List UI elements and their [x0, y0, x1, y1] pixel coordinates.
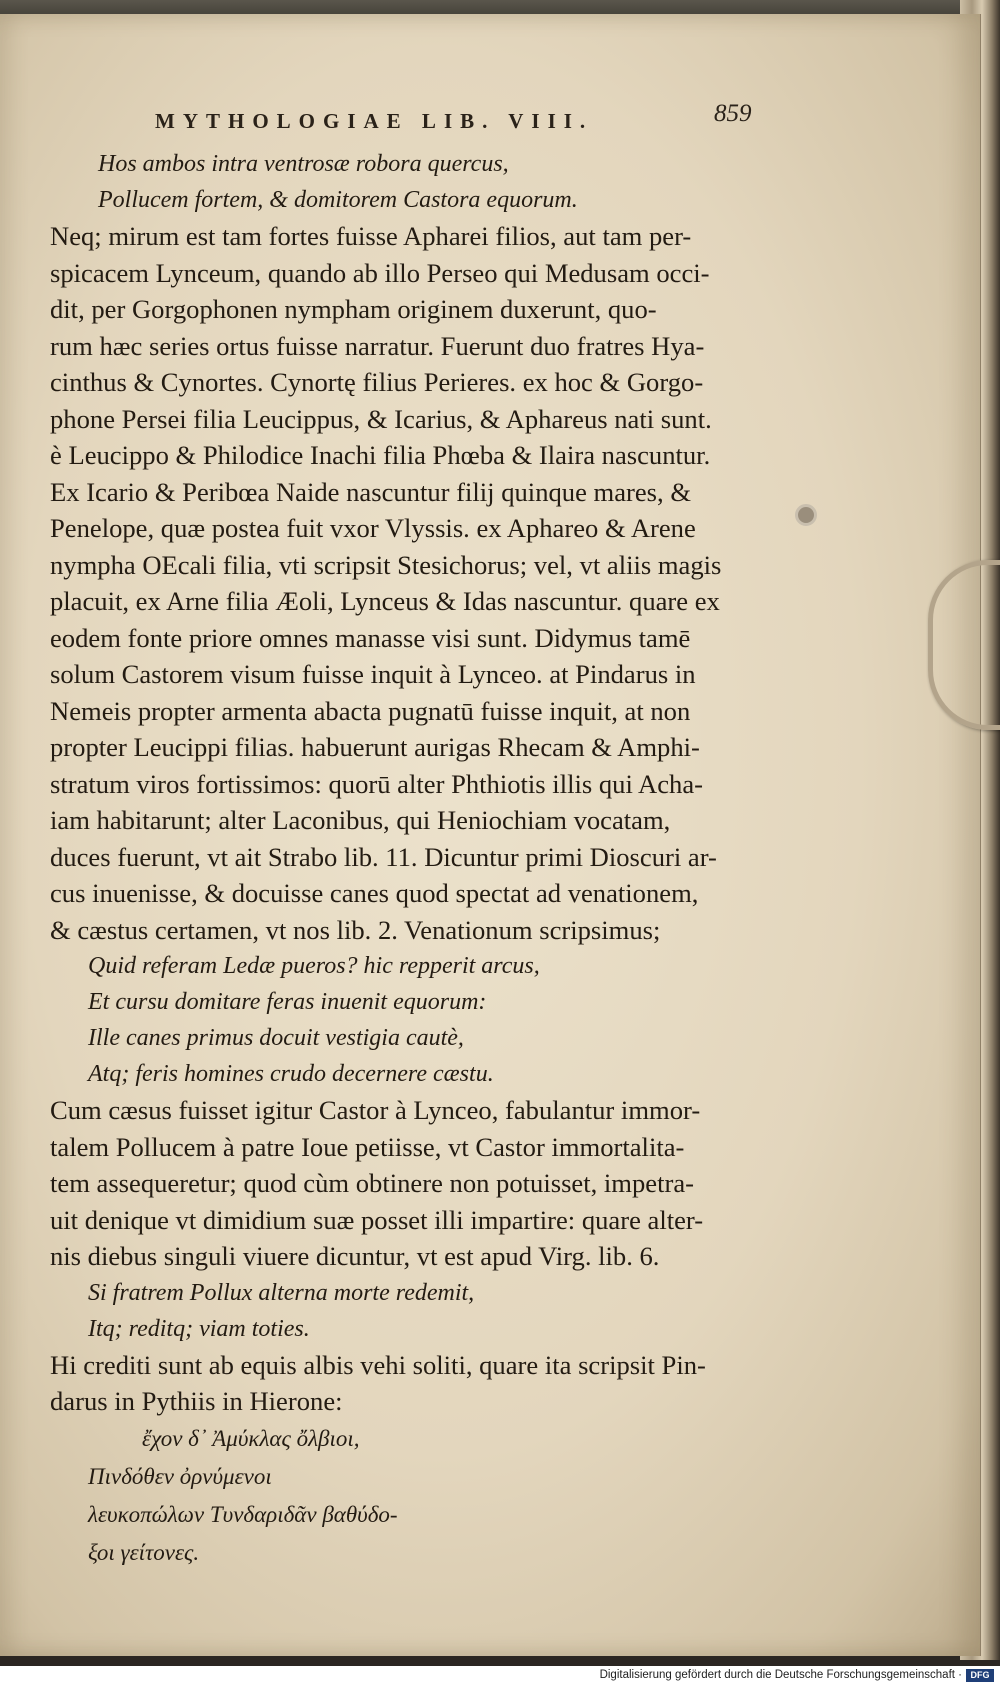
page-body — [50, 146, 766, 1572]
text-line: phone Persei filia Leucippus, & Icarius, & Aphareus nati sunt. — [50, 403, 712, 434]
paragraph-1 — [50, 218, 766, 948]
greek-line: ἔχον δ᾽ Ἀμύκλας ὄλβιοι, — [142, 1425, 360, 1451]
verse-block-3 — [50, 1275, 766, 1347]
text-line: iam habitarunt; alter Laconibus, qui Heniochiam vocatam, — [50, 805, 671, 835]
text-line: Ex Icario & Peribœa Naide nascuntur filij quinque mares, & — [50, 476, 692, 507]
running-head: MYTHOLOGIAE LIB. VIII. — [155, 109, 594, 133]
page-clip — [928, 560, 1000, 730]
text-line: darus in Pythiis in Hierone: — [50, 1386, 343, 1416]
text-line: Penelope, quæ postea fuit vxor Vlyssis. ex Aphareo & Arene — [50, 513, 696, 543]
text-line: rum hæc series ortus fuisse narratur. Fuerunt duo fratres Hya- — [50, 330, 705, 361]
digitization-credit: Digitalisierung gefördert durch die Deutsche Forschungsgemeinschaft · — [599, 1669, 962, 1681]
book-page — [0, 14, 981, 1656]
text-line: uit denique vt dimidium suæ posset illi impartire: quare alter- — [50, 1204, 704, 1235]
text-line: nympha OEcali filia, vti scripsit Stesichorus; vel, vt aliis magis — [50, 549, 722, 580]
text-line: Neq; mirum est tam fortes fuisse Apharei filios, aut tam per- — [50, 221, 692, 251]
verse-block-1 — [50, 146, 766, 218]
text-line: & cæstus certamen, vt nos lib. 2. Venationum scripsimus; — [50, 914, 661, 945]
text-line: Nemeis propter armenta abacta pugnatū fuisse inquit, at non — [50, 695, 691, 726]
text-line: placuit, ex Arne filia Æoli, Lynceus & Idas nascuntur. quare ex — [50, 586, 720, 616]
dfg-logo: DFG — [966, 1669, 994, 1682]
text-line: è Leucippo & Philodice Inachi filia Phœba & Ilaira nascuntur. — [50, 440, 711, 470]
text-line: Cum cæsus fuisset igitur Castor à Lynceo, fabulantur immor- — [50, 1095, 701, 1125]
text-line: eodem fonte priore omnes manasse visi sunt. Didymus tamē — [50, 622, 691, 653]
greek-line: Πινδόθεν ὀρνύμενοι — [88, 1463, 272, 1489]
digitization-footer — [0, 1666, 1000, 1685]
verse-line: Ille canes primus docuit vestigia cautè, — [88, 1025, 464, 1051]
text-line: talem Pollucem à patre Ioue petiisse, vt Castor immortalita- — [50, 1131, 685, 1162]
binding-hole — [795, 504, 817, 526]
text-line: nis diebus singuli viuere dicuntur, vt est apud Virg. lib. 6. — [50, 1241, 660, 1271]
verse-line: Quid referam Ledæ pueros? hic repperit arcus, — [88, 953, 540, 979]
page-number: 859 — [714, 100, 752, 127]
verse-line: Itq; reditq; viam toties. — [88, 1315, 310, 1342]
text-line: propter Leucippi filias. habuerunt aurigas Rhecam & Amphi- — [50, 732, 700, 762]
text-line: solum Castorem visum fuisse inquit à Lynceo. at Pindarus in — [50, 659, 696, 689]
verse-line: Hos ambos intra ventrosæ robora quercus, — [98, 151, 509, 177]
paragraph-2 — [50, 1092, 766, 1275]
text-line: duces fuerunt, vt ait Strabo lib. 11. Dicuntur primi Dioscuri ar- — [50, 841, 717, 872]
verse-block-2 — [50, 948, 766, 1092]
text-line: spicacem Lynceum, quando ab illo Perseo qui Medusam occi- — [50, 257, 710, 288]
verse-line: Si fratrem Pollux alterna morte redemit, — [88, 1279, 475, 1306]
greek-line: λευκοπώλων Τυνδαριδᾶν βαθύδο- — [88, 1501, 398, 1527]
verse-line: Et cursu domitare feras inuenit equorum: — [88, 989, 487, 1015]
paragraph-3 — [50, 1347, 766, 1420]
verse-line: Pollucem fortem, & domitorem Castora equorum. — [98, 187, 578, 213]
text-line: Hi crediti sunt ab equis albis vehi soliti, quare ita scripsit Pin- — [50, 1349, 706, 1380]
text-line: cus inuenisse, & docuisse canes quod spectat ad venationem, — [50, 878, 699, 908]
text-line: stratum viros fortissimos: quorū alter Phthiotis illis qui Acha- — [50, 768, 703, 799]
greek-quotation — [50, 1420, 766, 1572]
text-line: tem assequeretur; quod cùm obtinere non potuisset, impetra- — [50, 1168, 694, 1198]
text-line: cinthus & Cynortes. Cynortę filius Perieres. ex hoc & Gorgo- — [50, 367, 704, 397]
greek-line: ξοι γείτονες. — [88, 1539, 200, 1565]
text-line: dit, per Gorgophonen nympham originem duxerunt, quo- — [50, 294, 657, 324]
verse-line: Atq; feris homines crudo decernere cæstu. — [88, 1061, 494, 1087]
